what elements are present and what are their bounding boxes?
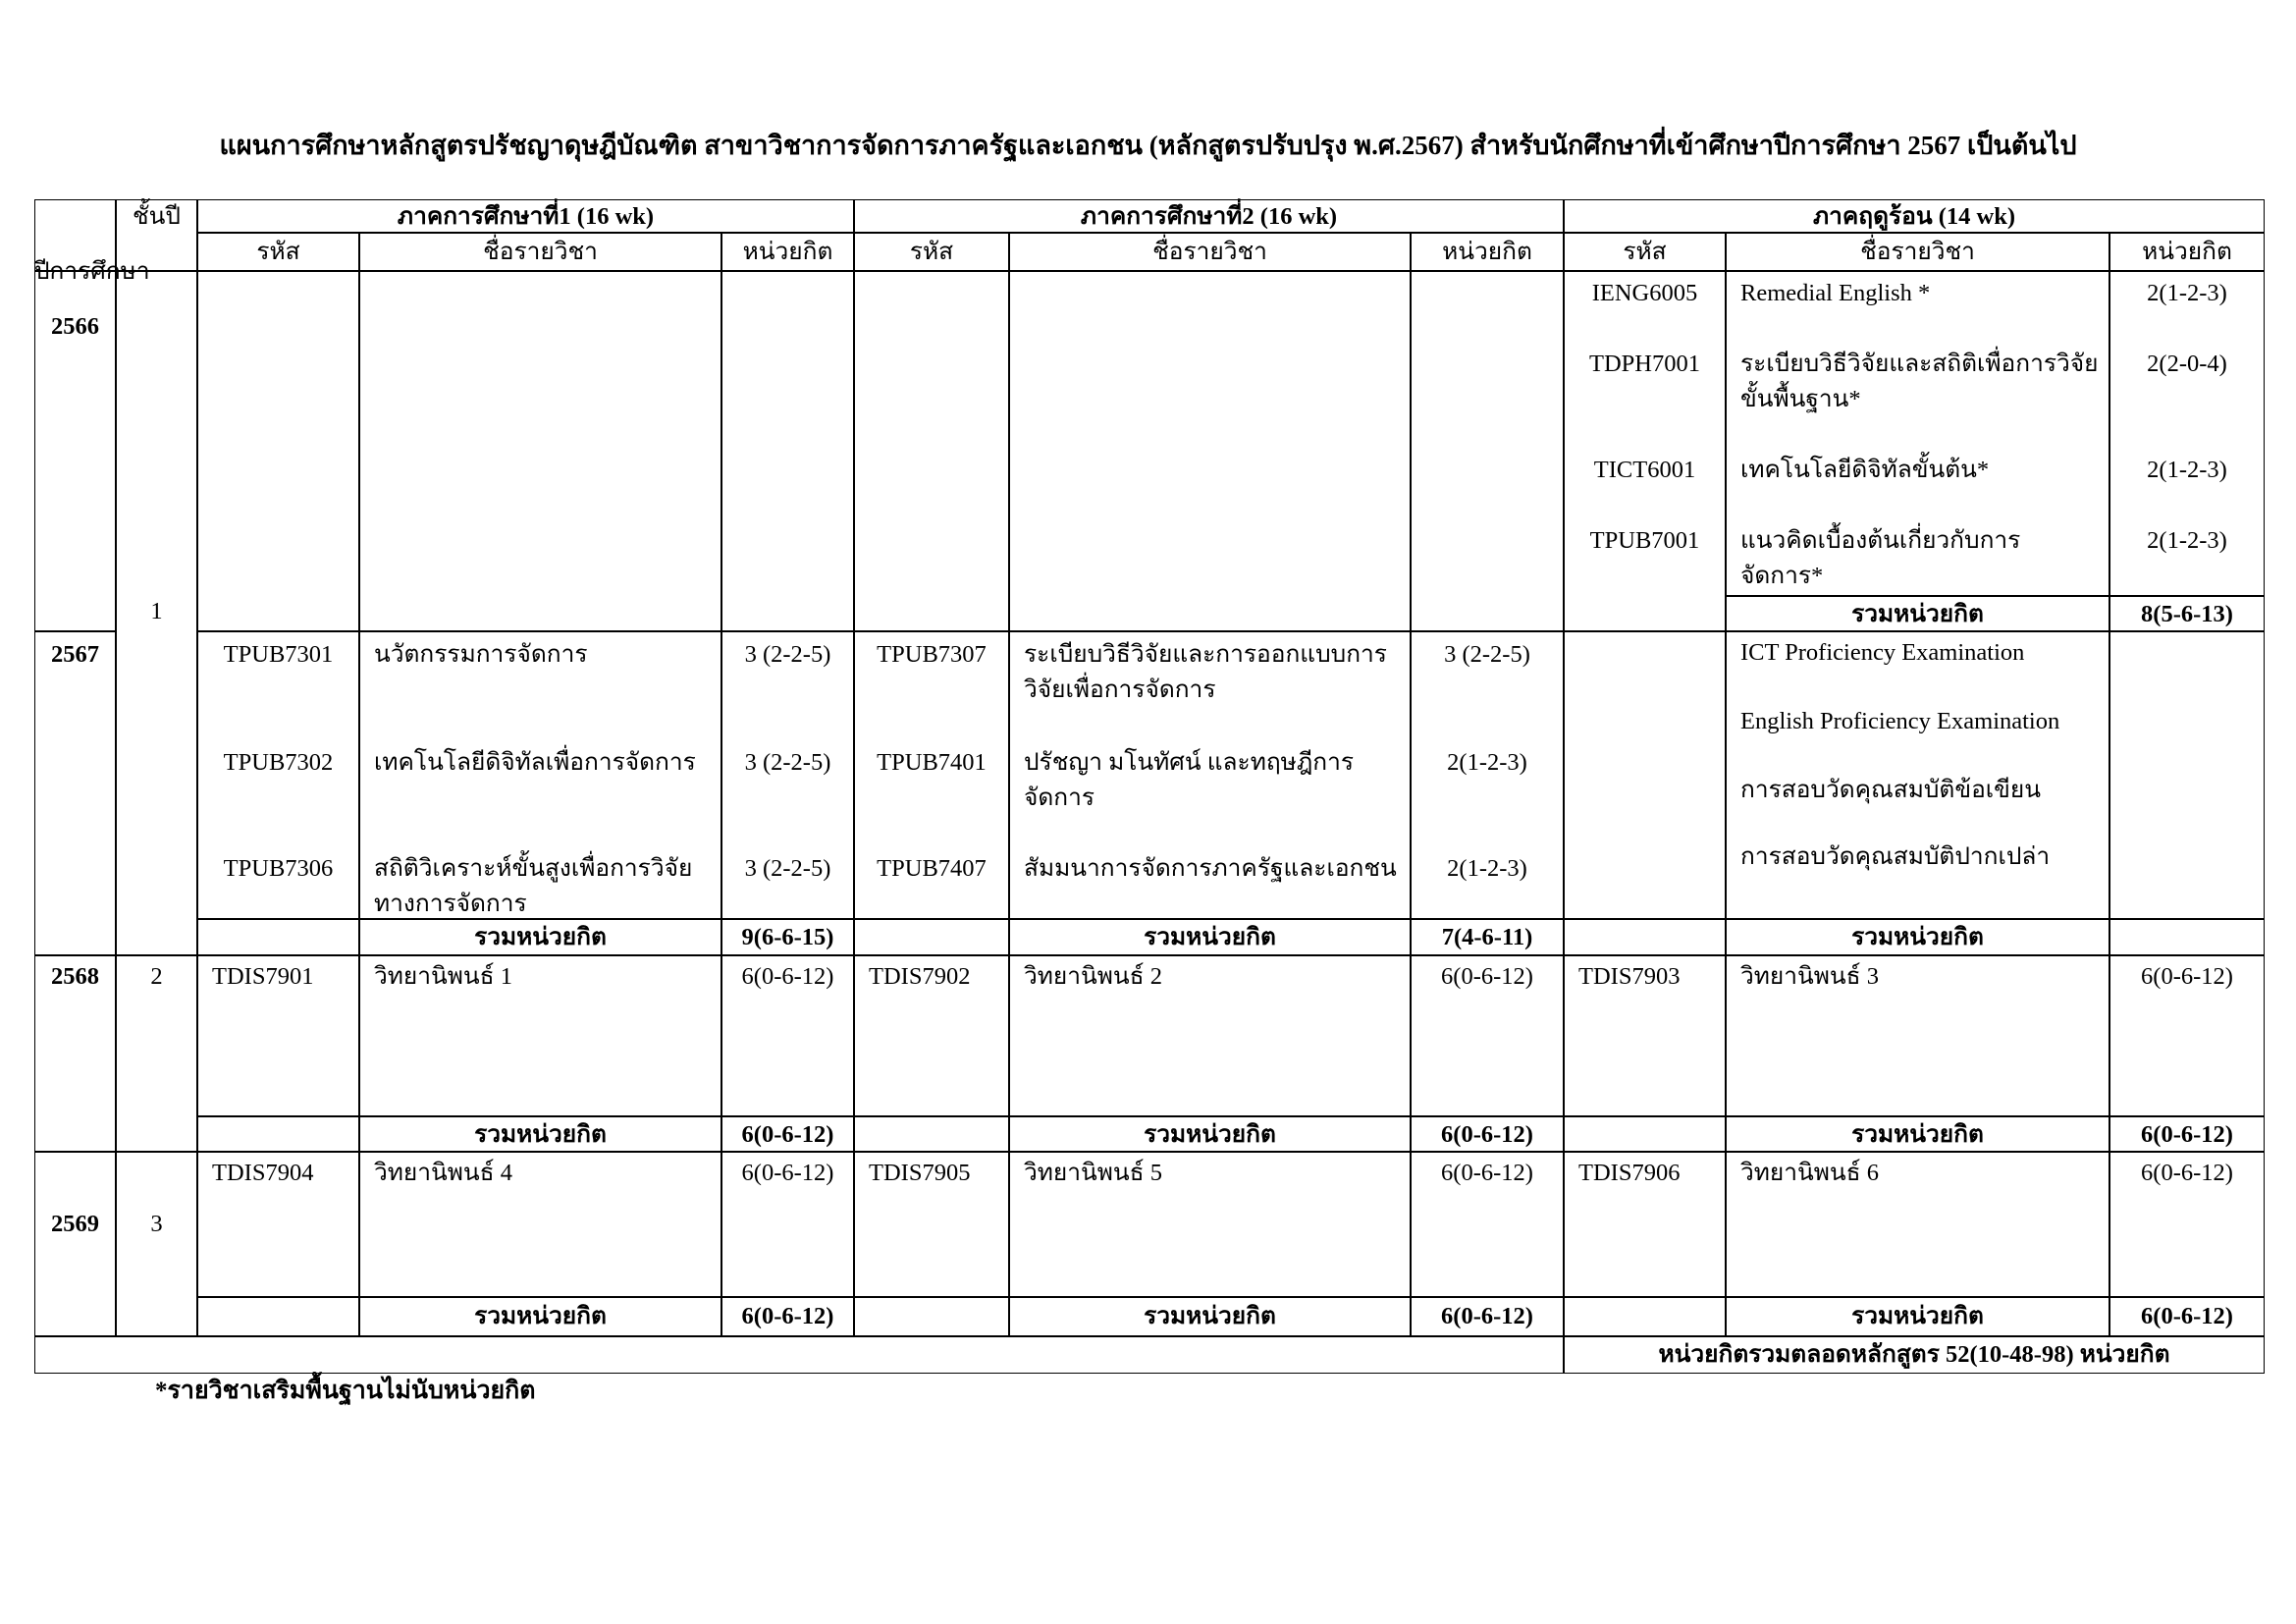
course-code: TPUB7306 [223,855,334,882]
footnote: *รายวิชาเสริมพื้นฐานไม่นับหน่วยกิต [155,1378,536,1404]
course-name: นวัตกรรมการจัดการ [374,641,588,668]
course-credits: 6(0-6-12) [741,1160,834,1186]
course-name: ระเบียบวิธีวิจัยและสถิติเพื่อการวิจัยขั้นพื้นฐาน* [1740,351,2099,412]
term1-name-header: ชื่อรายวิชา [483,239,598,265]
course-code: TPUB7307 [877,641,987,668]
course-name: ระเบียบวิธีวิจัยและการออกแบบการวิจัยเพื่อการจัดการ [1024,641,1387,703]
course-credits: 3 (2-2-5) [744,749,831,776]
course-code: TPUB7302 [223,749,334,776]
course-name: วิทยานิพนธ์ 1 [374,963,512,990]
course-credits: 6(0-6-12) [1441,963,1533,990]
summer-name-header: ชื่อรายวิชา [1860,239,1975,265]
level-header: ชั้นปี [133,203,181,230]
course-code: TICT6001 [1593,457,1696,483]
term1-header: ภาคการศึกษาที่1 (16 wk) [397,203,655,230]
summer-total-label: รวมหน่วยกิต [1851,1121,1984,1148]
year-2567: 2567 [51,641,99,668]
study-plan-table [34,199,2265,1374]
course-credits: 2(1-2-3) [2147,280,2227,306]
term1-total-credits: 6(0-6-12) [741,1303,834,1329]
course-credits: 6(0-6-12) [741,963,834,990]
course-credits: 6(0-6-12) [2141,963,2233,990]
course-credits: 2(1-2-3) [2147,457,2227,483]
term1-total-credits: 6(0-6-12) [741,1121,834,1148]
exam-item: การสอบวัดคุณสมบัติปากเปล่า [1740,843,2051,870]
course-code: TDIS7904 [212,1160,314,1186]
course-name: วิทยานิพนธ์ 5 [1024,1160,1162,1186]
course-code: TDIS7905 [869,1160,971,1186]
year-2569: 2569 [51,1211,99,1237]
course-code: TPUB7001 [1589,527,1700,554]
course-code: TDIS7901 [212,963,314,990]
term2-header: ภาคการศึกษาที่2 (16 wk) [1080,203,1338,230]
term2-name-header: ชื่อรายวิชา [1152,239,1267,265]
summer-total-credits: 6(0-6-12) [2141,1121,2233,1148]
term1-total-credits: 9(6-6-15) [741,924,834,950]
course-name: เทคโนโลยีดิจิทัลขั้นต้น* [1740,457,1990,483]
course-name: สถิติวิเคราะห์ขั้นสูงเพื่อการวิจัยทางการจัดการ [374,855,693,917]
summer-total-label: รวมหน่วยกิต [1851,601,1984,627]
summer-credits-header: หน่วยกิต [2142,239,2232,265]
term2-total-credits: 6(0-6-12) [1441,1303,1533,1329]
term1-total-label: รวมหน่วยกิต [474,924,607,950]
course-name: วิทยานิพนธ์ 4 [374,1160,512,1186]
page-title: แผนการศึกษาหลักสูตรปรัชญาดุษฎีบัณฑิต สาขาวิชาการจัดการภาครัฐและเอกชน (หลักสูตรปรับปรุง พ.ศ.2567) สำหรับนักศึกษาที่เข้าศึกษาปีการศึกษา 2567 เป็นต้นไป [219,131,2077,160]
course-code: TPUB7407 [877,855,987,882]
summer-total-credits: 6(0-6-12) [2141,1303,2233,1329]
course-credits: 6(0-6-12) [2141,1160,2233,1186]
term2-total-credits: 7(4-6-11) [1441,924,1533,950]
term1-code-header: รหัส [256,239,300,265]
exam-item: การสอบวัดคุณสมบัติข้อเขียน [1740,777,2042,803]
course-code: IENG6005 [1591,280,1698,306]
course-credits: 2(2-0-4) [2147,351,2227,377]
term2-code-header: รหัส [909,239,954,265]
course-name: วิทยานิพนธ์ 3 [1740,963,1879,990]
term1-total-label: รวมหน่วยกิต [474,1303,607,1329]
course-name: สัมมนาการจัดการภาครัฐและเอกชน [1024,855,1397,882]
term1-total-label: รวมหน่วยกิต [474,1121,607,1148]
exam-item: English Proficiency Examination [1740,708,2060,734]
year-2568: 2568 [51,963,99,990]
term2-total-label: รวมหน่วยกิต [1144,924,1276,950]
summer-total-credits: 8(5-6-13) [2141,601,2233,627]
course-credits: 2(1-2-3) [2147,527,2227,554]
level-1: 1 [150,598,163,624]
term1-credits-header: หน่วยกิต [742,239,833,265]
course-credits: 2(1-2-3) [1447,855,1527,882]
course-credits: 3 (2-2-5) [1444,641,1530,668]
term2-total-label: รวมหน่วยกิต [1144,1121,1276,1148]
course-credits: 2(1-2-3) [1447,749,1527,776]
summer-header: ภาคฤดูร้อน (14 wk) [1812,203,2016,230]
course-code: TPUB7401 [877,749,987,776]
term2-total-label: รวมหน่วยกิต [1144,1303,1276,1329]
course-code: TDPH7001 [1589,351,1700,377]
term2-total-credits: 6(0-6-12) [1441,1121,1533,1148]
course-name: ปรัชญา มโนทัศน์ และทฤษฎีการจัดการ [1024,749,1355,811]
summer-total-label: รวมหน่วยกิต [1851,924,1984,950]
course-code: TPUB7301 [223,641,334,668]
course-name: เทคโนโลยีดิจิทัลเพื่อการจัดการ [374,749,696,776]
course-name: Remedial English * [1740,280,1931,306]
course-code: TDIS7906 [1578,1160,1681,1186]
level-2: 2 [150,963,163,990]
academic-year-header: ปีการศึกษา [34,258,150,285]
course-name: วิทยานิพนธ์ 2 [1024,963,1162,990]
course-name: แนวคิดเบื้องต้นเกี่ยวกับการจัดการ* [1740,527,2021,589]
course-code: TDIS7902 [869,963,971,990]
course-code: TDIS7903 [1578,963,1681,990]
exam-item: ICT Proficiency Examination [1740,639,2025,666]
course-name: วิทยานิพนธ์ 6 [1740,1160,1879,1186]
course-credits: 3 (2-2-5) [744,641,831,668]
course-credits: 6(0-6-12) [1441,1160,1533,1186]
year-2566: 2566 [51,313,99,340]
summer-code-header: รหัส [1623,239,1667,265]
term2-credits-header: หน่วยกิต [1442,239,1532,265]
level-3: 3 [150,1211,163,1237]
summer-total-label: รวมหน่วยกิต [1851,1303,1984,1329]
course-credits: 3 (2-2-5) [744,855,831,882]
grand-total: หน่วยกิตรวมตลอดหลักสูตร 52(10-48-98) หน่วยกิต [1658,1341,2170,1368]
